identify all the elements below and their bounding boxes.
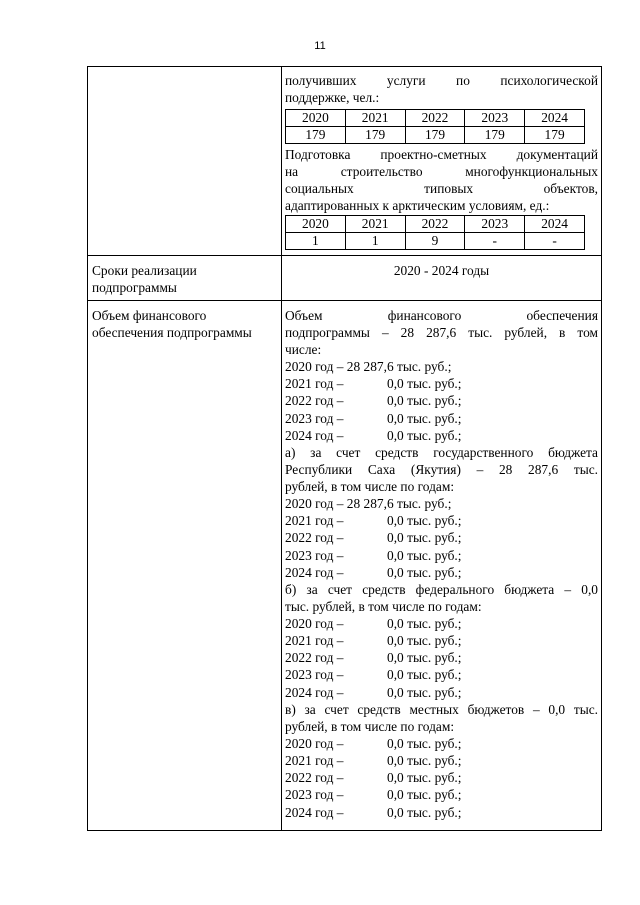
indicator1-text bbox=[285, 72, 598, 106]
year-row bbox=[285, 392, 598, 409]
year-row bbox=[285, 769, 598, 786]
indicator1-table bbox=[285, 109, 585, 144]
year-label: 2022 год – bbox=[285, 650, 344, 666]
year-cell: 2021 bbox=[345, 216, 405, 233]
year-cell: 2021 bbox=[345, 110, 405, 127]
financing-intro bbox=[285, 307, 598, 358]
terms-value: 2020 - 2024 годы bbox=[393, 263, 490, 278]
year-cell: 2022 bbox=[405, 110, 465, 127]
value-cell: 1 bbox=[286, 233, 346, 250]
year-label: 2021 год – bbox=[285, 376, 344, 392]
amount: 0,0 тыс. руб.; bbox=[387, 770, 462, 786]
terms-label bbox=[92, 262, 276, 296]
financing-label bbox=[92, 307, 276, 341]
year-label: 2023 год – bbox=[285, 547, 344, 563]
indicator2-text bbox=[285, 146, 598, 214]
year-row bbox=[285, 375, 598, 392]
row-divider bbox=[88, 255, 601, 256]
text-line: числе: bbox=[285, 342, 322, 357]
text-line: Объем финансового обеспечения bbox=[285, 308, 598, 323]
text-line: рублей, в том числе по годам: bbox=[285, 478, 455, 494]
year-label: 2024 год – bbox=[285, 564, 344, 580]
local-budget-intro bbox=[285, 701, 598, 735]
value-cell: 179 bbox=[345, 127, 405, 144]
text-line: Подготовка проектно-сметных документаций bbox=[285, 147, 598, 162]
text-line: б) за счет средств федерального бюджета – 0,0 bbox=[285, 581, 598, 597]
year-row bbox=[285, 427, 598, 444]
text-line: на строительство многофункциональных bbox=[285, 164, 598, 179]
value-cell: 179 bbox=[465, 127, 525, 144]
year-cell: 2024 bbox=[525, 110, 585, 127]
text-line: подпрограммы – 28 287,6 тыс. рублей, в том bbox=[285, 325, 598, 340]
text-line: социальных типовых объектов, bbox=[285, 181, 598, 196]
year-cell: 2022 bbox=[405, 216, 465, 233]
amount: 0,0 тыс. руб.; bbox=[387, 393, 462, 409]
value-cell: 9 bbox=[405, 233, 465, 250]
text-line: адаптированных к арктическим условиям, ед.: bbox=[285, 198, 550, 213]
column-divider bbox=[281, 67, 282, 830]
amount: 0,0 тыс. руб.; bbox=[387, 804, 462, 820]
text-line: Объем финансового bbox=[92, 308, 207, 323]
amount: 0,0 тыс. руб.; bbox=[387, 633, 462, 649]
year-cell: 2020 bbox=[286, 110, 346, 127]
amount: 0,0 тыс. руб.; bbox=[387, 513, 462, 529]
year-row bbox=[285, 564, 598, 581]
year-row bbox=[285, 632, 598, 649]
year-cell: 2023 bbox=[465, 110, 525, 127]
year-label: 2023 год – bbox=[285, 410, 344, 426]
year-label: 2023 год – bbox=[285, 667, 344, 683]
text-line: поддержке, чел.: bbox=[285, 90, 380, 105]
year-cell: 2023 bbox=[465, 216, 525, 233]
amount: 0,0 тыс. руб.; bbox=[387, 735, 462, 751]
federal-budget-intro bbox=[285, 581, 598, 615]
amount: 0,0 тыс. руб.; bbox=[387, 650, 462, 666]
year-row bbox=[285, 615, 598, 632]
total-rows bbox=[285, 358, 598, 444]
year-label: 2024 год – bbox=[285, 684, 344, 700]
amount: 0,0 тыс. руб.; bbox=[387, 787, 462, 803]
year-label: 2021 год – bbox=[285, 633, 344, 649]
value-cell: 179 bbox=[525, 127, 585, 144]
year-label: 2021 год – bbox=[285, 513, 344, 529]
year-row bbox=[285, 495, 598, 512]
text-line: в) за счет средств местных бюджетов – 0,0 тыс. bbox=[285, 701, 598, 717]
text-line: Республики Саха (Якутия) – 28 287,6 тыс. bbox=[285, 461, 598, 477]
year-row bbox=[285, 547, 598, 564]
year-label: 2020 год – 28 287,6 тыс. руб.; bbox=[285, 495, 452, 511]
year-row bbox=[285, 786, 598, 803]
financing-body bbox=[285, 307, 598, 821]
year-cell: 2024 bbox=[525, 216, 585, 233]
year-row bbox=[285, 512, 598, 529]
year-label: 2020 год – bbox=[285, 615, 344, 631]
amount: 0,0 тыс. руб.; bbox=[387, 427, 462, 443]
year-row bbox=[285, 735, 598, 752]
federal-budget-rows bbox=[285, 615, 598, 701]
text-line: получивших услуги по психологической bbox=[285, 73, 598, 88]
amount: 0,0 тыс. руб.; bbox=[387, 684, 462, 700]
text-line: обеспечения подпрограммы bbox=[92, 325, 252, 340]
year-label: 2022 год – bbox=[285, 530, 344, 546]
year-row bbox=[285, 752, 598, 769]
row-divider bbox=[88, 300, 601, 301]
amount: 0,0 тыс. руб.; bbox=[387, 564, 462, 580]
year-row bbox=[285, 684, 598, 701]
year-label: 2020 год – 28 287,6 тыс. руб.; bbox=[285, 359, 452, 374]
year-row bbox=[285, 804, 598, 821]
amount: 0,0 тыс. руб.; bbox=[387, 530, 462, 546]
state-budget-intro bbox=[285, 444, 598, 495]
year-label: 2021 год – bbox=[285, 753, 344, 768]
year-label: 2022 год – bbox=[285, 393, 344, 409]
amount: 0,0 тыс. руб.; bbox=[387, 667, 462, 683]
amount: 0,0 тыс. руб.; bbox=[387, 547, 462, 563]
indicator2-table bbox=[285, 215, 585, 250]
year-row bbox=[285, 358, 598, 375]
passport-table bbox=[87, 66, 602, 831]
value-cell: 179 bbox=[286, 127, 346, 144]
amount: 0,0 тыс. руб.; bbox=[387, 410, 462, 426]
year-row bbox=[285, 649, 598, 666]
year-label: 2020 год – bbox=[285, 735, 344, 751]
text-line: а) за счет средств государственного бюджета bbox=[285, 444, 598, 460]
year-label: 2023 год – bbox=[285, 787, 344, 803]
page-number: 11 bbox=[314, 40, 326, 52]
amount: 0,0 тыс. руб.; bbox=[387, 376, 462, 392]
year-cell: 2020 bbox=[286, 216, 346, 233]
state-budget-rows bbox=[285, 495, 598, 581]
value-cell: - bbox=[525, 233, 585, 250]
text-line: тыс. рублей, в том числе по годам: bbox=[285, 598, 482, 614]
amount: 0,0 тыс. руб.; bbox=[387, 615, 462, 631]
value-cell: 1 bbox=[345, 233, 405, 250]
year-label: 2022 год – bbox=[285, 770, 344, 786]
year-row bbox=[285, 529, 598, 546]
year-label: 2024 год – bbox=[285, 804, 344, 820]
text-line: подпрограммы bbox=[92, 280, 177, 295]
local-budget-rows bbox=[285, 735, 598, 821]
text-line: рублей, в том числе по годам: bbox=[285, 718, 455, 734]
amount: 0,0 тыс. руб.; bbox=[387, 753, 462, 768]
year-label: 2024 год – bbox=[285, 427, 344, 443]
year-row bbox=[285, 666, 598, 683]
value-cell: - bbox=[465, 233, 525, 250]
value-cell: 179 bbox=[405, 127, 465, 144]
text-line: Сроки реализации bbox=[92, 263, 197, 278]
year-row bbox=[285, 410, 598, 427]
